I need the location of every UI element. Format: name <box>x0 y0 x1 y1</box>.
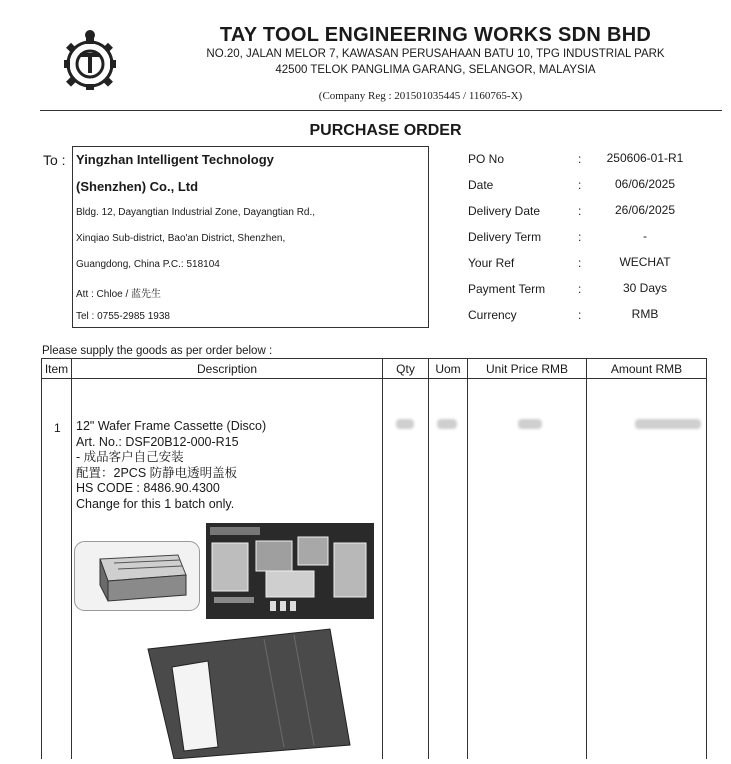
item-number: 1 <box>54 421 61 435</box>
your-ref-value: WECHAT <box>619 255 671 269</box>
header-unit-price: Unit Price RMB <box>468 359 587 379</box>
payment-term-colon: : <box>578 282 582 296</box>
document-title: PURCHASE ORDER <box>309 122 462 139</box>
cell-uom <box>429 379 468 760</box>
header-item: Item <box>42 359 72 379</box>
your-ref-colon: : <box>578 256 582 270</box>
cell-qty <box>383 379 429 760</box>
company-address-line1: NO.20, JALAN MELOR 7, KAWASAN PERUSAHAAN BATU 10, TPG INDUSTRIAL PARK <box>206 48 665 60</box>
cell-unit-price <box>468 379 587 760</box>
recipient-address3: Guangdong, China P.C.: 518104 <box>76 259 220 270</box>
recipient-attention: Att : Chloe / 蓝先生 <box>76 289 162 300</box>
header-amount: Amount RMB <box>587 359 707 379</box>
table-row <box>42 379 707 760</box>
currency-label: Currency <box>468 308 517 322</box>
to-label: To : <box>43 152 66 168</box>
currency-colon: : <box>578 308 582 322</box>
description-line: HS CODE : 8486.90.4300 <box>76 481 220 495</box>
description-line: 12" Wafer Frame Cassette (Disco) <box>76 419 267 433</box>
cell-description <box>72 379 383 760</box>
currency-value: RMB <box>631 307 659 321</box>
company-name: TAY TOOL ENGINEERING WORKS SDN BHD <box>219 24 652 46</box>
amount-redacted <box>635 419 701 429</box>
header-divider <box>40 110 722 111</box>
uom-redacted <box>437 419 457 429</box>
unit-price-redacted <box>518 419 542 429</box>
description-line: Art. No.: DSF20B12-000-R15 <box>76 434 239 449</box>
po-no-label: PO No <box>468 152 505 166</box>
your-ref-label: Your Ref <box>468 256 515 270</box>
cell-amount <box>587 379 707 760</box>
recipient-address2: Xinqiao Sub-district, Bao'an District, Shenzhen, <box>76 233 286 244</box>
date-colon: : <box>578 178 582 192</box>
supply-note: Please supply the goods as per order below : <box>42 345 273 357</box>
delivery-date-label: Delivery Date <box>468 204 541 218</box>
header-qty: Qty <box>383 359 429 379</box>
recipient-address1: Bldg. 12, Dayangtian Industrial Zone, Dayangtian Rd., <box>76 207 316 218</box>
po-no-value: 250606-01-R1 <box>606 151 684 165</box>
cell-item <box>42 379 72 760</box>
qty-redacted <box>396 419 414 429</box>
recipient-name-line1: Yingzhan Intelligent Technology <box>76 152 274 167</box>
delivery-date-colon: : <box>578 204 582 218</box>
description-lines <box>76 419 266 512</box>
description-line: Change for this 1 batch only. <box>76 496 235 511</box>
company-address-line2: 42500 TELOK PANGLIMA GARANG, SELANGOR, MALAYSIA <box>275 64 596 76</box>
po-no-colon: : <box>578 152 582 166</box>
product-photo-cover-plate <box>144 627 354 759</box>
items-table <box>41 358 707 759</box>
date-value: 06/06/2025 <box>614 177 676 191</box>
recipient-name-line2: (Shenzhen) Co., Ltd <box>76 179 199 194</box>
payment-term-value: 30 Days <box>622 281 668 295</box>
delivery-term-colon: : <box>578 230 582 244</box>
description-line: - 成品客户自己安装 <box>76 450 184 464</box>
header-uom: Uom <box>429 359 468 379</box>
product-photo-cassette <box>74 541 200 611</box>
header-description: Description <box>72 359 383 379</box>
payment-term-label: Payment Term <box>468 282 546 296</box>
delivery-date-value: 26/06/2025 <box>614 203 676 217</box>
company-registration: (Company Reg : 201501035445 / 1160765-X) <box>318 90 523 102</box>
date-label: Date <box>468 178 494 192</box>
description-line: 配置：2PCS 防静电透明盖板 <box>76 465 238 480</box>
delivery-term-label: Delivery Term <box>468 230 542 244</box>
table-header-row <box>42 359 707 379</box>
recipient-telephone: Tel : 0755-2985 1938 <box>76 311 170 322</box>
product-photo-parts <box>206 523 374 619</box>
delivery-term-value: - <box>643 229 647 243</box>
